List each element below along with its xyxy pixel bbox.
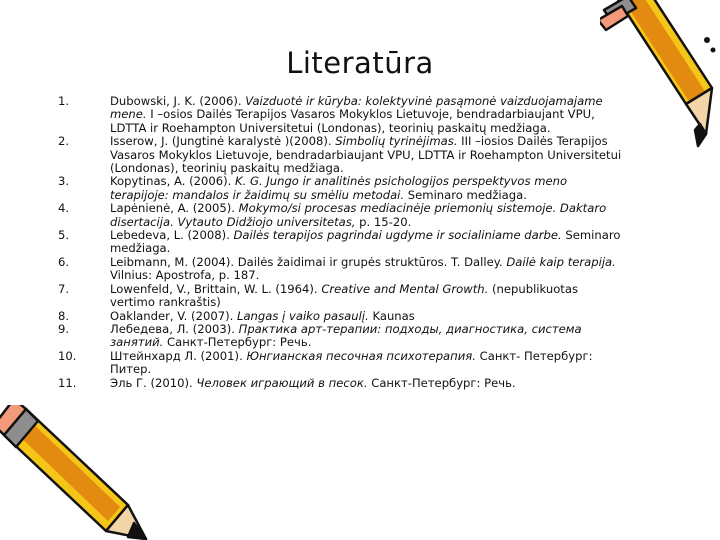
reference-number: 2. (58, 134, 70, 149)
reference-text: Эль Г. (2010). (110, 375, 197, 390)
reference-text: Kopytinas, A. (2006). (110, 174, 235, 189)
reference-item (58, 95, 626, 135)
reference-text: (nepublikuotas vertimo rankraštis) (110, 281, 578, 310)
reference-item (58, 175, 626, 202)
reference-text: Leibmann, M. (2004). Dailės žaidimai ir grupės struktūros. T. Dalley. (110, 254, 507, 269)
reference-number: 10. (58, 348, 77, 363)
reference-title: Dailės terapijos pagrindai ugdyme ir socialiniame darbe. (233, 228, 562, 243)
reference-text: Seminaro medžiaga. (110, 228, 621, 256)
reference-text: Vilnius: Apostrofa, p. 187. (110, 268, 260, 283)
reference-text: Санкт- Петербург: Питер. (110, 348, 593, 377)
reference-text: Lebedeva, L. (2008). (110, 228, 234, 243)
reference-item (58, 377, 626, 390)
reference-text: Seminaro medžiaga. (404, 187, 527, 202)
reference-title: Юнгианская песочная психотерапия. (246, 348, 476, 363)
reference-item (58, 256, 626, 283)
reference-number: 6. (58, 254, 70, 269)
reference-number: 7. (58, 281, 70, 296)
reference-text: Лебедева, Л. (2003). (110, 321, 239, 336)
reference-item (58, 323, 626, 350)
reference-text: Dubowski, J. K. (2006). (110, 94, 246, 108)
pencil-icon (0, 405, 150, 540)
reference-number: 1. (58, 94, 70, 108)
reference-text: I –osios Dailės Terapijos Vasaros Mokyklos Lietuvoje, bendradarbiaujant VPU, LDTTA ir Roehampton Universitetui (Londonas), teorinių paskaitų medžiaga. (110, 107, 595, 135)
reference-text: Санкт-Петербург: Речь. (163, 335, 312, 350)
reference-item (58, 202, 626, 229)
reference-text: Санкт-Петербург: Речь. (367, 375, 516, 390)
reference-text: Lowenfeld, V., Brittain, W. L. (1964). (110, 281, 322, 296)
reference-item (58, 283, 626, 310)
reference-number: 11. (58, 375, 77, 390)
reference-number: 3. (58, 174, 70, 189)
reference-item (58, 350, 626, 377)
reference-item (58, 229, 626, 256)
reference-text: Isserow, J. (Jungtinė karalystė )(2008). (110, 134, 336, 149)
reference-item (58, 310, 626, 323)
reference-text: p. 15-20. (355, 214, 412, 229)
page-title: Literatūra (286, 46, 434, 80)
reference-item (58, 135, 626, 175)
reference-text: Lapėnienė, A. (2005). (110, 201, 239, 216)
reference-title: Dailė kaip terapija. (506, 254, 616, 269)
reference-title: Vaizduotė ir kūryba: kolektyvinė pasąmonė vaizduojamajame mene. (110, 94, 603, 122)
reference-title: Simbolių tyrinėjimas. (335, 134, 458, 149)
reference-text: III –iosios Dailės Terapijos Vasaros Mokyklos Lietuvoje, bendradarbiaujant VPU, LDTTA ir Roehampton Universitetui (Londonas), teorinių paskaitų medžiaga. (110, 134, 622, 176)
reference-text: Kaunas (368, 308, 415, 323)
reference-title: Практика арт-терапии: подходы, диагностика, система занятий. (110, 321, 582, 350)
reference-title: Creative and Mental Growth. (321, 281, 489, 296)
reference-text: Штейнхард Л. (2001). (110, 348, 247, 363)
reference-list (58, 95, 626, 390)
reference-number: 9. (58, 321, 70, 336)
reference-title: K. G. Jungo ir analitinės psichologijos perspektyvos meno terapijoje: mandalos ir žaidimų su smėliu metodai. (110, 174, 568, 202)
reference-number: 4. (58, 201, 70, 216)
reference-text: Oaklander, V. (2007). (110, 308, 237, 323)
reference-title: Mokymo/si procesas mediacinėje priemonių sistemoje. Daktaro disertacija. Vytauto Didžiojo universitetas, (110, 201, 607, 229)
reference-number: 5. (58, 228, 70, 243)
reference-number: 8. (58, 308, 70, 323)
reference-title: Человек играющий в песок. (196, 375, 368, 390)
reference-title: Langas į vaiko pasaulį. (236, 308, 369, 323)
